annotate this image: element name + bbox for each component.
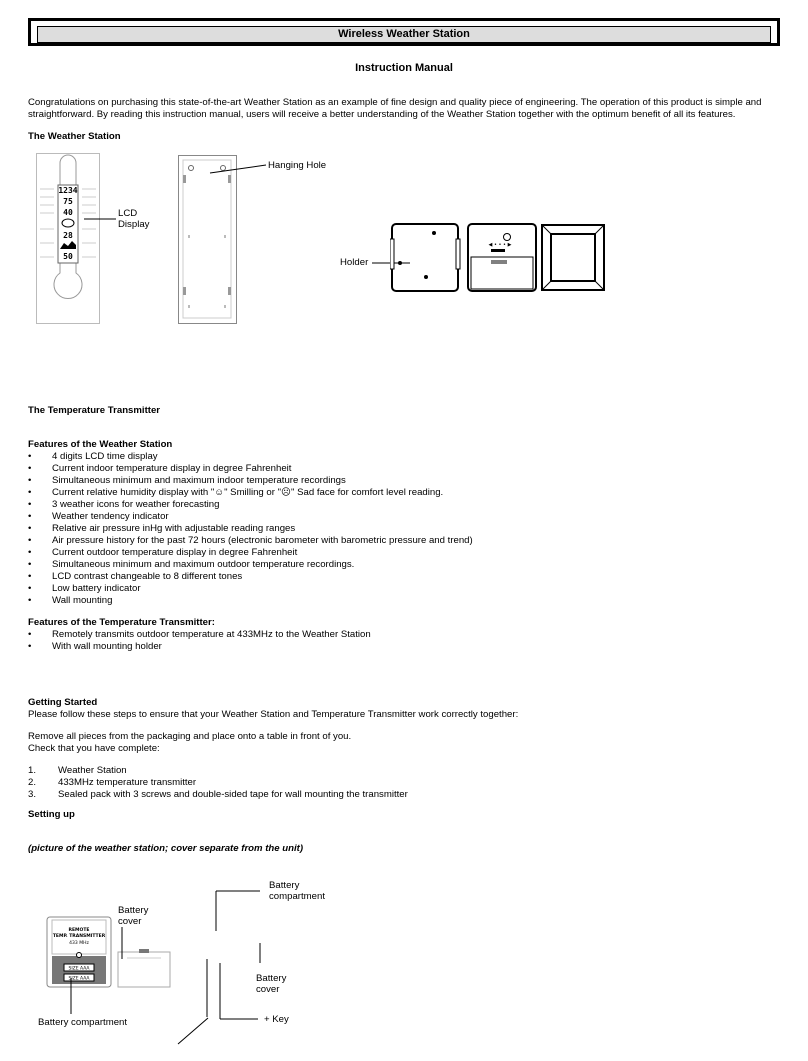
transmitter-frame-figure [541, 224, 605, 292]
svg-text:REMOTE: REMOTE [68, 928, 90, 933]
battery-compartment-label-left: Battery compartment [38, 1017, 128, 1028]
title-frame [28, 18, 780, 46]
svg-text:◀ • • • ▶: ◀ • • • ▶ [488, 242, 512, 248]
list-item: • LCD contrast changeable to 8 different tones [28, 571, 473, 583]
getting-started-remove: Remove all pieces from the packaging and place onto a table in front of you. [28, 731, 352, 742]
battery-cover-label-right: Battery cover [256, 973, 287, 995]
intro-paragraph: Congratulations on purchasing this state-of-the-art Weather Station as an example of fine design and quality piece of engineering. The operation of this product is simple and straightforward. By reading this instruction manual, users will receive a better understanding of the Weather Station together with the optimum benefit of all its features. [28, 97, 762, 120]
list-item: • With wall mounting holder [28, 641, 371, 653]
svg-text:SIZE AAA: SIZE AAA [68, 966, 90, 972]
svg-text:SIZE AAA: SIZE AAA [68, 976, 90, 982]
lcd-display-label: LCD Display [118, 208, 150, 230]
list-item: 3. Sealed pack with 3 screws and double-sided tape for wall mounting the transmitter [28, 789, 408, 800]
lcd-pointer-line [84, 216, 118, 222]
list-item: • Simultaneous minimum and maximum outdoor temperature recordings. [28, 559, 473, 571]
heading-setting-up: Setting up [28, 809, 75, 820]
getting-started-check: Check that you have complete: [28, 743, 160, 754]
setting-up-caption: (picture of the weather station; cover separate from the unit) [28, 843, 304, 854]
document-title: Wireless Weather Station [37, 26, 771, 43]
subtitle-wrap [0, 62, 808, 74]
list-item: • Current indoor temperature display in degree Fahrenheit [28, 463, 473, 475]
transmitter-open-figure [46, 916, 112, 988]
heading-features-station: Features of the Weather Station [28, 439, 173, 450]
list-item: • Current outdoor temperature display in degree Fahrenheit [28, 547, 473, 559]
list-item: • Relative air pressure inHg with adjustable reading ranges [28, 523, 473, 535]
heading-features-transmitter: Features of the Temperature Transmitter: [28, 617, 215, 628]
checklist [28, 765, 408, 801]
list-item: • Simultaneous minimum and maximum indoor temperature recordings [28, 475, 473, 487]
transmitter-front-figure [467, 223, 537, 293]
list-item: • Wall mounting [28, 595, 473, 607]
list-item: • Low battery indicator [28, 583, 473, 595]
weather-station-front-figure [36, 153, 100, 325]
key-label: + Key [264, 1014, 289, 1025]
list-item: • Air pressure history for the past 72 hours (electronic barometer with barometric pressure and trend) [28, 535, 473, 547]
svg-text:TEMP. TRANSMITTER: TEMP. TRANSMITTER [52, 934, 106, 939]
heading-temp-transmitter: The Temperature Transmitter [28, 405, 161, 416]
lcd-pressure: 28 [63, 231, 73, 240]
holder-figure [390, 223, 462, 293]
hanging-hole-label: Hanging Hole [268, 160, 327, 171]
lcd-humidity: 40 [63, 208, 73, 217]
right-callout-lines [200, 885, 280, 1025]
svg-text:433 MHz: 433 MHz [69, 941, 89, 946]
hanging-hole-pointer [208, 163, 268, 175]
lcd-time: 1234 [58, 186, 78, 195]
holder-label: Holder [340, 257, 369, 268]
lower-diagonal-pointer [176, 1016, 210, 1046]
battery-compartment-label-right: Battery compartment [269, 880, 325, 902]
getting-started-intro: Please follow these steps to ensure that your Weather Station and Temperature Transmitter work correctly together: [28, 709, 519, 720]
list-item: • Remotely transmits outdoor temperature at 433MHz to the Weather Station [28, 629, 371, 641]
hanging-hole-left [189, 166, 194, 171]
battery-compartment-pointer-left [68, 978, 74, 1016]
list-item: 2. 433MHz temperature transmitter [28, 777, 197, 788]
list-item: 1. Weather Station [28, 765, 127, 776]
manual-subtitle: Instruction Manual [355, 62, 453, 74]
features-transmitter-list [28, 629, 371, 653]
list-item: • Weather tendency indicator [28, 511, 473, 523]
features-station-list [28, 451, 473, 607]
list-item: • 4 digits LCD time display [28, 451, 473, 463]
battery-cover-label-left: Battery cover [118, 905, 149, 927]
list-item: • Current relative humidity display with "☺" Smilling or "☹" Sad face for comfort level reading. [28, 487, 473, 499]
list-item: • 3 weather icons for weather forecasting [28, 499, 473, 511]
heading-getting-started: Getting Started [28, 697, 98, 708]
weather-station-back-figure [178, 155, 238, 325]
heading-weather-station: The Weather Station [28, 131, 121, 142]
lcd-indoor-temp: 75 [63, 197, 73, 206]
lcd-outdoor-temp: 50 [63, 252, 73, 261]
battery-cover-pointer-left [120, 925, 140, 965]
